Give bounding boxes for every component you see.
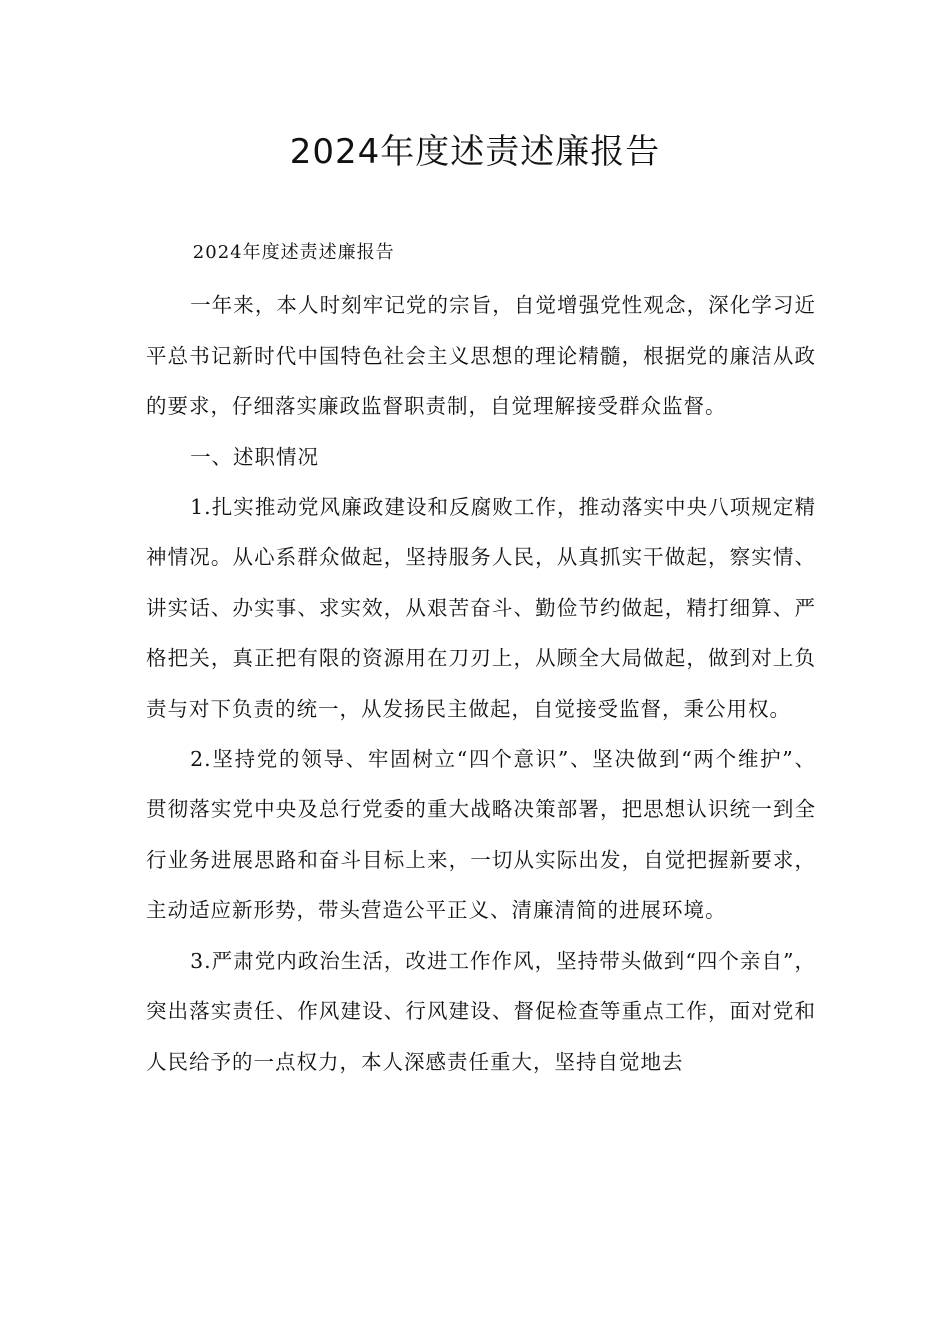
document-subtitle: 2024年度述责述廉报告 bbox=[192, 242, 395, 263]
paragraph-item-1: 1.扎实推动党风廉政建设和反腐败工作，推动落实中央八项规定精神情况。从心系群众做起，坚持服务人民，从真抓实干做起，察实情、讲实话、办实事、求实效，从艰苦奋斗、勤俭节约做起，精打细算、严格把关，真正把有限的资源用在刀刃上，从顾全大局做起，做到对上负责与对下负责的统一，从发扬民主做起，自觉接受监督，秉公用权。 bbox=[146, 495, 816, 721]
document-body bbox=[146, 228, 816, 1087]
paragraph-item-2: 2.坚持党的领导、牢固树立“四个意识”、坚决做到“两个维护”、贯彻落实党中央及总行党委的重大战略决策部署，把思想认识统一到全行业务进展思路和奋斗目标上来，一切从实际出发，自觉把握新要求，主动适应新形势，带头营造公平正义、清廉清简的进展环境。 bbox=[146, 747, 816, 923]
document-title: 2024年度述责述廉报告 bbox=[289, 132, 661, 172]
section-heading: 一、述职情况 bbox=[190, 444, 320, 469]
paragraph-intro: 一年来，本人时刻牢记党的宗旨，自觉增强党性观念，深化学习近平总书记新时代中国特色社会主义思想的理论精髓，根据党的廉洁从政的要求，仔细落实廉政监督职责制，自觉理解接受群众监督。 bbox=[146, 293, 816, 419]
paragraph-item-3: 3.严肃党内政治生活，改进工作作风，坚持带头做到“四个亲自”，突出落实责任、作风建设、行风建设、督促检查等重点工作，面对党和人民给予的一点权力，本人深感责任重大，坚持自觉地去 bbox=[146, 948, 816, 1074]
